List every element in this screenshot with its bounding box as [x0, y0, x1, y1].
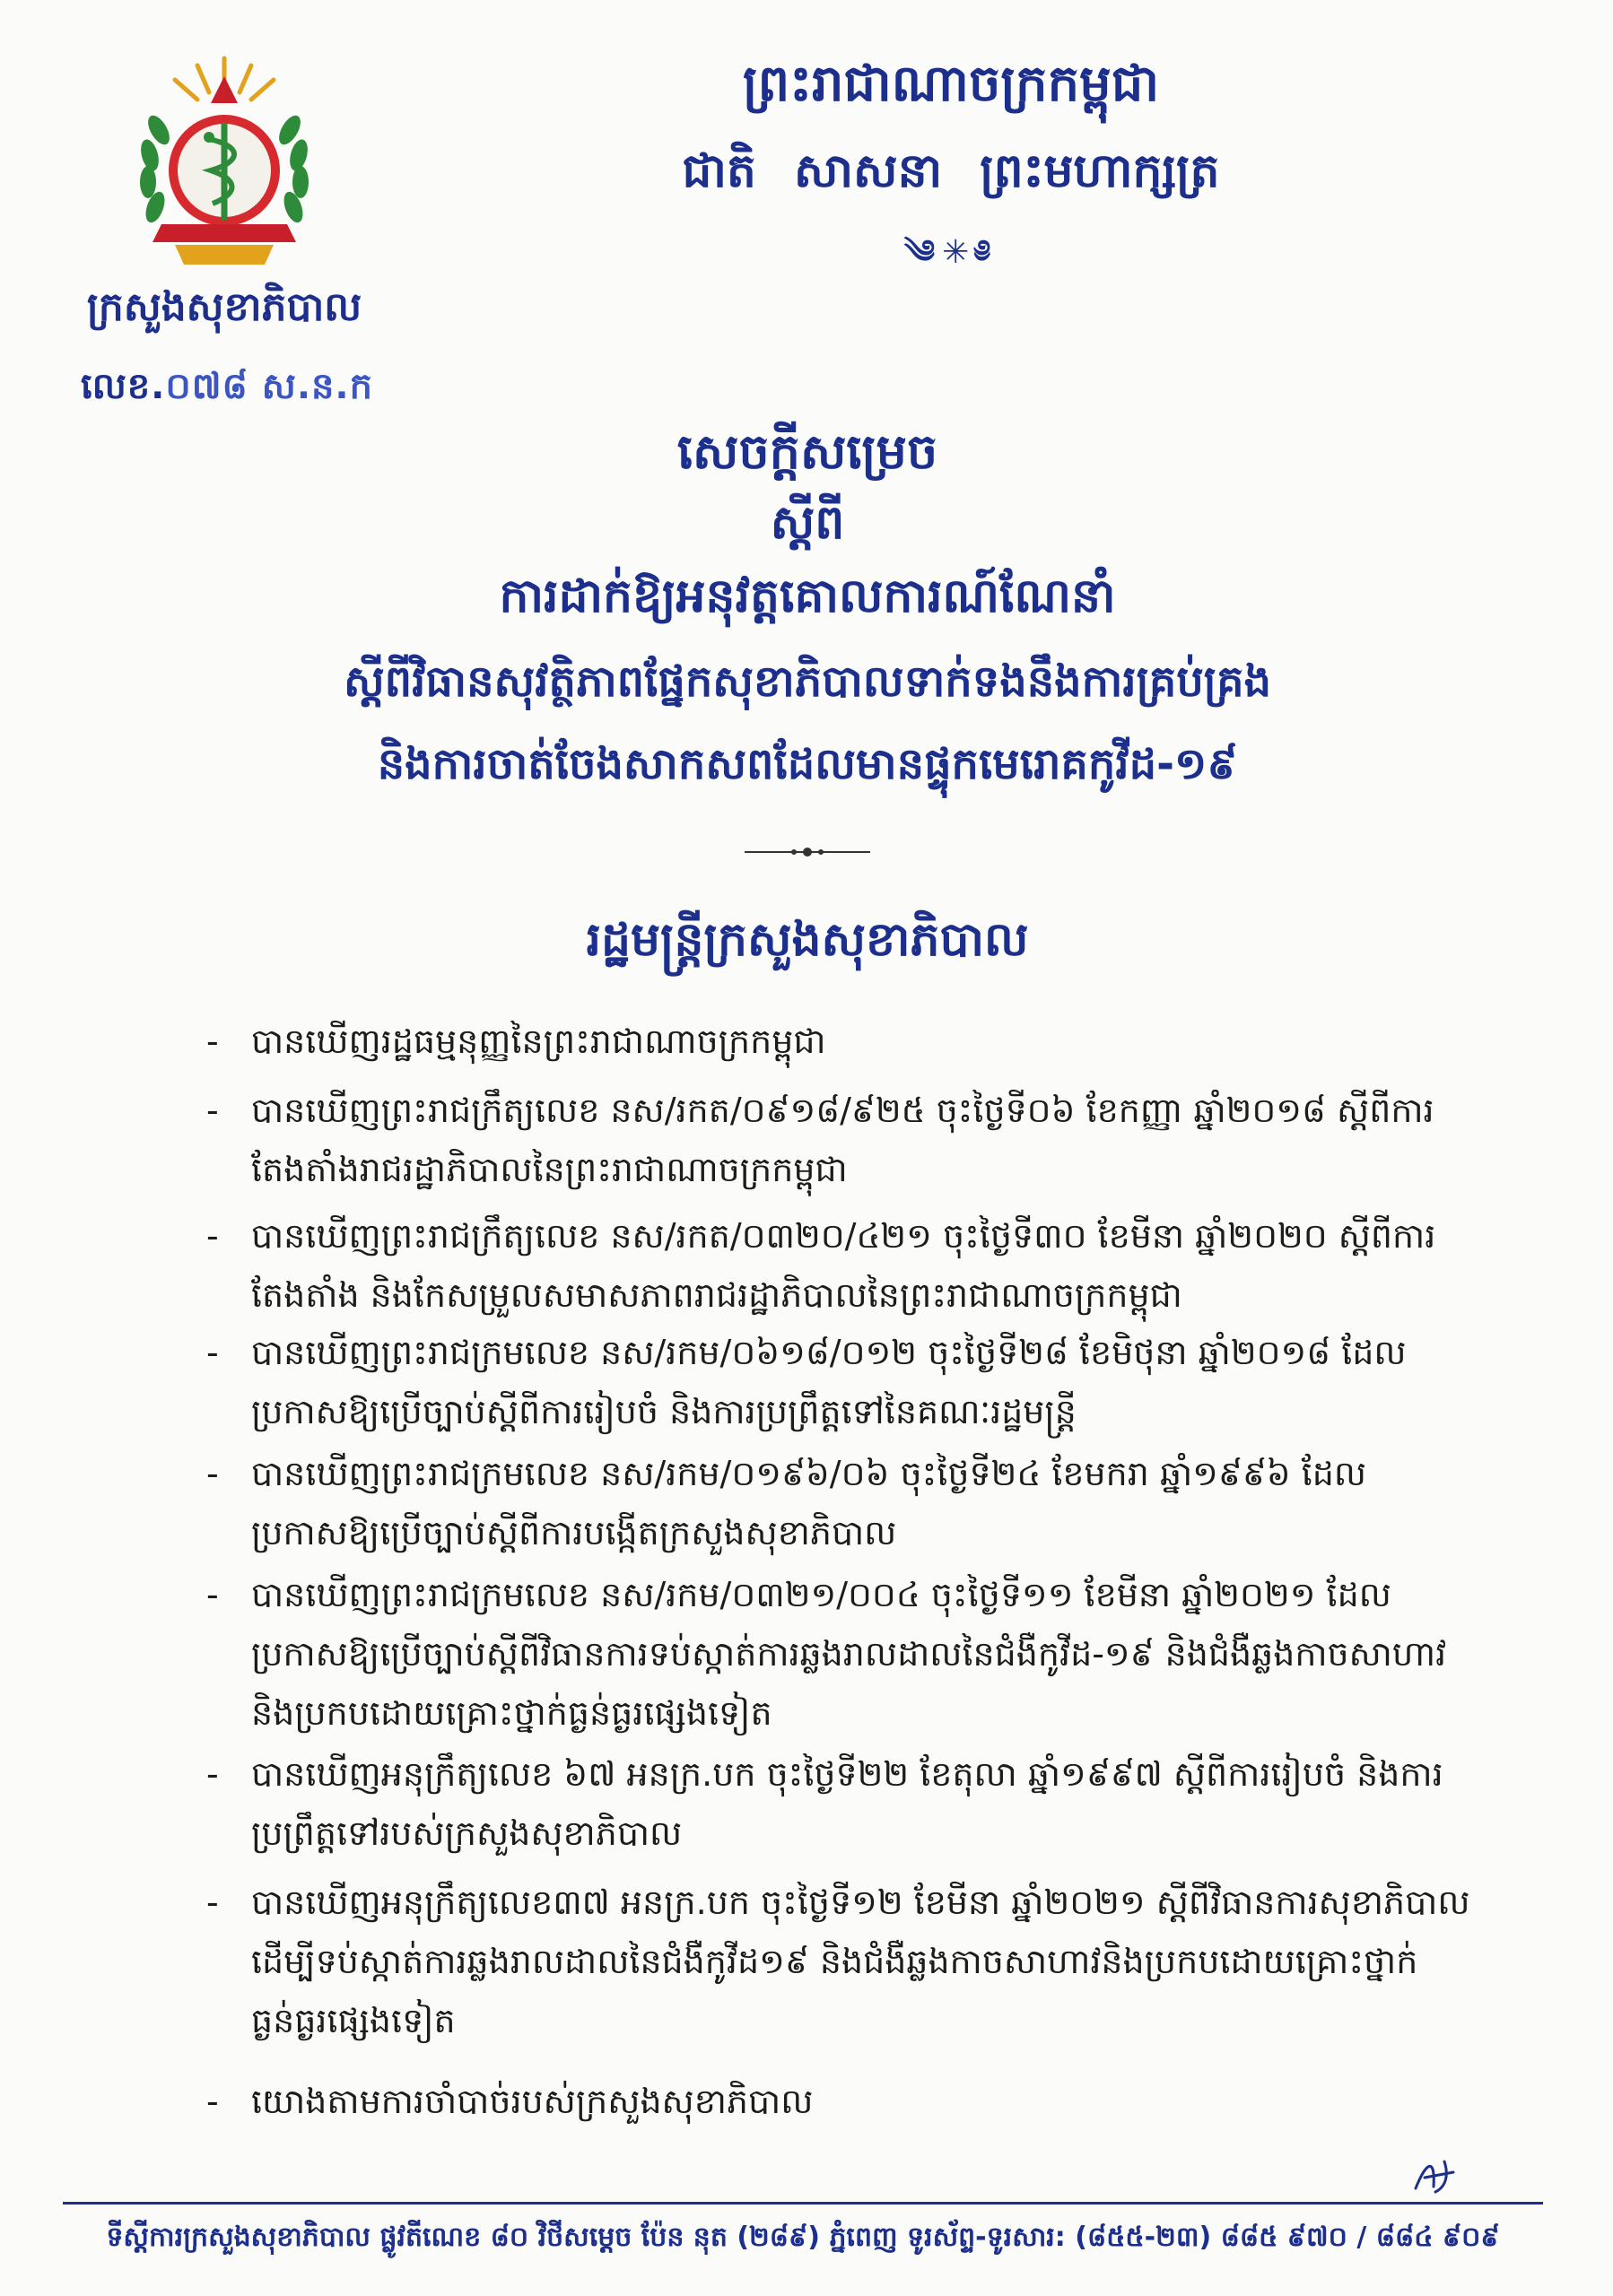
visa-text: បានឃើញអនុក្រឹត្យលេខ៣៧ អនក្រ.បក ចុះថ្ងៃទី១២ ខែមីនា ឆ្នាំ២០២១ ស្តីពីវិធានការសុខាភិបាលដើម្បីទប់ស្កាត់ការឆ្លងរាលដាលនៃជំងឺកូវីដ១៩ និងជំងឺឆ្លងកាចសាហាវនិងប្រកបដោយគ្រោះថ្នាក់ធ្ងន់ធ្ងរផ្សេងទៀត — [251, 1883, 1470, 2040]
visa-text: បានឃើញព្រះរាជក្រឹត្យលេខ នស/រកត/០៩១៨/៩២៥ ចុះថ្ងៃទី០៦ ខែកញ្ញា ឆ្នាំ២០១៨ ស្តីពីការតែងតាំងរាជរដ្ឋាភិបាលនៃព្រះរាជាណាចក្រកម្ពុជា — [251, 1091, 1434, 1189]
visa-text: បានឃើញព្រះរាជក្រមលេខ នស/រកម/០១៩៦/០៦ ចុះថ្ងៃទី២៤ ខែមករា ឆ្នាំ១៩៩៦ ដែលប្រកាសឱ្យប្រើច្បាប់ស្តីពីការបង្កើតក្រសួងសុខាភិបាល — [251, 1454, 1367, 1552]
decision-subject-line1: ការដាក់ឱ្យអនុវត្តគោលការណ៍ណែនាំ — [499, 570, 1116, 623]
visa-item — [206, 1444, 1480, 1562]
visa-text: បានឃើញព្រះរាជក្រឹត្យលេខ នស/រកត/០៣២០/៤២១ ចុះថ្ងៃទី៣០ ខែមីនា ឆ្នាំ២០២០ ស្តីពីការតែងតាំង និងកែសម្រួលសមាសភាពរាជរដ្ឋាភិបាលនៃព្រះរាជាណាចក្រកម្ពុជា — [251, 1216, 1436, 1315]
visa-text: យោងតាមការចាំបាច់របស់ក្រសួងសុខាភិបាល — [251, 2082, 814, 2121]
national-motto: ជាតិ សាសនា ព្រះមហាក្សត្រ — [682, 144, 1220, 198]
list-dash: - — [206, 1333, 219, 1372]
reference-number: លេខ.០៧៨ ស.ន.ក — [81, 366, 374, 407]
footer-address: ទីស្តីការក្រសួងសុខាភិបាល ផ្លូវតីណេខ ៨០ វិថីសម្តេច ប៉ែន នុត (២៨៩) ភ្នំពេញ ទូរស័ព្ទ-ទូរសារ: (៨៥៥-២៣) ៨៨៥ ៩៧០ / ៨៨៤ ៩០៩ — [106, 2222, 1500, 2253]
decision-title: សេចក្តីសម្រេច — [676, 423, 938, 480]
list-dash: - — [206, 1754, 219, 1794]
decision-title-about: ស្តីពី — [770, 496, 845, 550]
visa-text: បានឃើញរដ្ឋធម្មនុញ្ញនៃព្រះរាជាណាចក្រកម្ពុជា — [251, 1022, 826, 1061]
list-dash: - — [206, 1091, 219, 1130]
header-ornament: ༄✳༅ — [903, 234, 998, 271]
list-dash: - — [206, 1022, 219, 1061]
visa-item — [206, 1206, 1480, 1325]
visa-item — [206, 1744, 1480, 1863]
reference-prefix: លេខ — [81, 366, 152, 407]
visa-item — [206, 1012, 1480, 1071]
handwritten-initial — [1408, 2152, 1462, 2197]
visa-item — [206, 1323, 1480, 1441]
visa-item — [206, 1081, 1480, 1199]
footer-divider — [63, 2202, 1543, 2205]
reference-value: ០៧៨ ស.ន.ក — [165, 366, 374, 407]
visa-item — [206, 1873, 1480, 2050]
list-dash: - — [206, 1216, 219, 1256]
decision-subject-line2: ស្តីពីវិធានសុវត្ថិភាពផ្នែកសុខាភិបាលទាក់ទងនឹងការគ្រប់គ្រង — [343, 657, 1272, 707]
minister-heading: រដ្ឋមន្ត្រីក្រសួងសុខាភិបាល — [586, 913, 1029, 967]
list-dash: - — [206, 1575, 219, 1614]
ministry-name: ក្រសួងសុខាភិបាល — [86, 284, 362, 330]
visa-item — [206, 2072, 1480, 2131]
visa-text: បានឃើញព្រះរាជក្រមលេខ នស/រកម/០៣២១/០០៤ ចុះថ្ងៃទី១១ ខែមីនា ឆ្នាំ២០២១ ដែលប្រកាសឱ្យប្រើច្បាប់ស្តីពីវិធានការទប់ស្កាត់ការឆ្លងរាលដាលនៃជំងឺកូវីដ-១៩ និងជំងឺឆ្លងកាចសាហាវ និងប្រកបដោយគ្រោះថ្នាក់ធ្ងន់ធ្ងរផ្សេងទៀត — [251, 1575, 1447, 1733]
list-dash: - — [206, 2082, 219, 2121]
list-dash: - — [206, 1883, 219, 1922]
list-dash: - — [206, 1454, 219, 1493]
visa-item — [206, 1565, 1480, 1743]
decision-subject-line3: និងការចាត់ចែងសាកសពដែលមានផ្ទុកមេរោគកូវីដ-១៩ — [377, 739, 1238, 789]
kingdom-heading: ព្រះរាជាណាចក្រកម្ពុជា — [742, 55, 1160, 113]
visa-text: បានឃើញអនុក្រឹត្យលេខ ៦៧ អនក្រ.បក ចុះថ្ងៃទី២២ ខែតុលា ឆ្នាំ១៩៩៧ ស្តីពីការរៀបចំ និងការប្រព្រឹត្តទៅរបស់ក្រសួងសុខាភិបាល — [251, 1754, 1443, 1853]
visa-text: បានឃើញព្រះរាជក្រមលេខ នស/រកម/០៦១៨/០១២ ចុះថ្ងៃទី២៨ ខែមិថុនា ឆ្នាំ២០១៨ ដែលប្រកាសឱ្យប្រើច្បាប់ស្តីពីការរៀបចំ និងការប្រព្រឹត្តទៅនៃគណៈរដ្ឋមន្ត្រី — [251, 1333, 1407, 1431]
